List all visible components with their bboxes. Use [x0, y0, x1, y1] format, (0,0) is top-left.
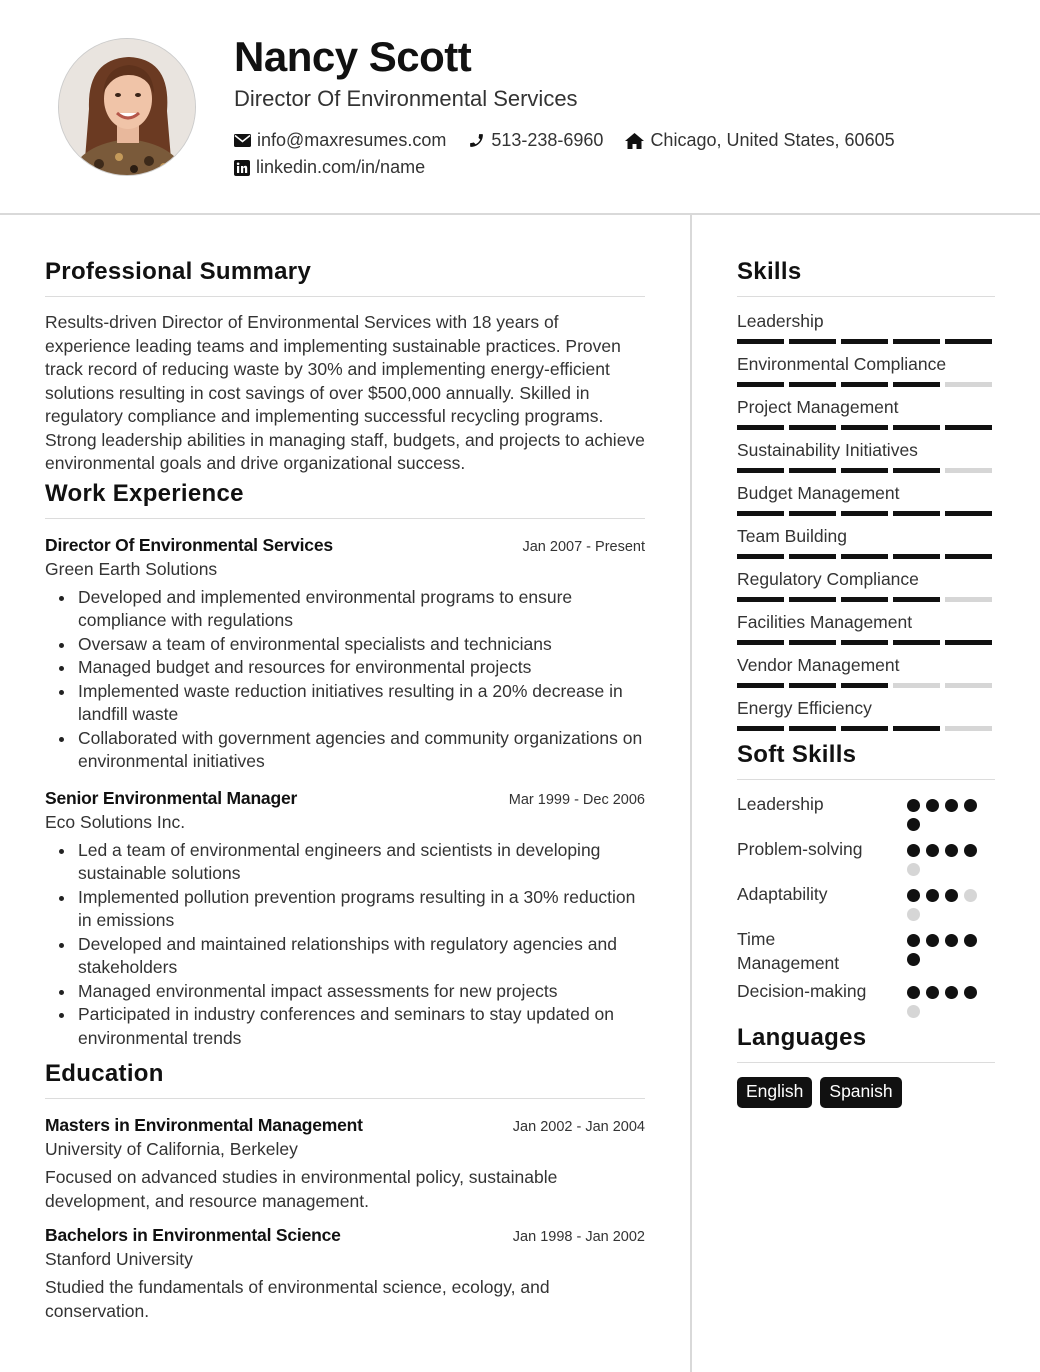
skill-item [737, 698, 995, 741]
bullet-item: Collaborated with government agencies and community organizations on environmental initiatives [45, 727, 645, 774]
skill-item [737, 483, 995, 526]
job-company: Green Earth Solutions [45, 558, 218, 579]
skill-name: Team Building [737, 526, 847, 546]
skill-level-segment [893, 597, 940, 602]
skill-level-segment [841, 640, 888, 645]
linkedin-text: linkedin.com/in/name [256, 157, 426, 177]
rating-dot [964, 934, 977, 947]
soft-skill-rating [907, 934, 995, 966]
bullet-item: Led a team of environmental engineers and scientists in developing sustainable solutions [45, 839, 645, 886]
profile-photo [58, 38, 196, 176]
education-description: Focused on advanced studies in environmental policy, sustainable development, and resource management. [45, 1167, 558, 1211]
skill-level-bar [737, 511, 995, 516]
skill-name: Facilities Management [737, 612, 913, 632]
soft-skills-section [737, 741, 995, 1018]
skill-level-bar [737, 425, 995, 430]
skill-name: Leadership [737, 311, 824, 331]
rating-dot [926, 799, 939, 812]
skill-name: Vendor Management [737, 655, 900, 675]
experience-section [45, 480, 645, 1051]
skill-level-segment [945, 468, 992, 473]
degree-name: Masters in Environmental Management [45, 1115, 363, 1135]
envelope-icon [234, 134, 251, 147]
skill-name: Regulatory Compliance [737, 569, 919, 589]
skill-level-segment [945, 597, 992, 602]
job-company: Eco Solutions Inc. [45, 811, 186, 832]
bullet-item: Participated in industry conferences and seminars to stay updated on environmental trends [45, 1003, 645, 1050]
job-role: Senior Environmental Manager [45, 787, 298, 808]
skill-level-segment [789, 554, 836, 559]
rating-dot [907, 844, 920, 857]
bullet-item: Oversaw a team of environmental specialists and technicians [45, 633, 645, 657]
job-role: Director Of Environmental Services [45, 534, 333, 555]
skills-list [737, 311, 995, 741]
soft-skills-list [737, 792, 995, 1018]
job-bullets [45, 586, 645, 774]
skill-level-segment [841, 468, 888, 473]
education-entry [45, 1115, 645, 1213]
main-column [45, 258, 645, 1335]
skill-level-bar [737, 382, 995, 387]
experience-heading: Work Experience [45, 480, 645, 519]
summary-text: Results-driven Director of Environmental Services with 18 years of experience leading teams and implementing sustainable practices. Proven track record of reducing waste by 30% and implementing energy-efficient solutions resulting in cost savings of over $500,000 annually. Skilled in regulatory compliance and implementing successful recycling programs. Strong leadership abilities in managing staff, budgets, and projects to achieve environmental goals and drive organizational success. [45, 312, 645, 473]
rating-dot [945, 934, 958, 947]
email-text: info@maxresumes.com [257, 130, 447, 150]
skill-level-segment [893, 511, 940, 516]
linkedin-icon [234, 160, 250, 176]
skill-level-segment [789, 597, 836, 602]
skill-level-segment [737, 683, 784, 688]
rating-dot [907, 863, 920, 876]
home-icon [625, 133, 644, 149]
education-entry [45, 1225, 645, 1323]
soft-skill-name: Adaptability [737, 884, 828, 904]
bullet-item: Managed environmental impact assessments for new projects [45, 980, 645, 1004]
rating-dot [907, 908, 920, 921]
soft-skills-heading: Soft Skills [737, 741, 995, 780]
rating-dot [926, 986, 939, 999]
skill-level-bar [737, 468, 995, 473]
soft-skill-item [737, 792, 995, 831]
skill-level-segment [893, 339, 940, 344]
rating-dot [945, 799, 958, 812]
skill-level-segment [789, 511, 836, 516]
school-name: Stanford University [45, 1249, 193, 1269]
skill-level-segment [789, 640, 836, 645]
contact-phone[interactable] [468, 130, 603, 151]
skill-level-segment [737, 339, 784, 344]
rating-dot [907, 818, 920, 831]
education-date: Jan 2002 - Jan 2004 [512, 1119, 645, 1135]
contact-linkedin[interactable] [234, 157, 425, 178]
soft-skill-item [737, 979, 995, 1018]
skill-level-bar [737, 640, 995, 645]
education-heading: Education [45, 1060, 645, 1099]
rating-dot [945, 986, 958, 999]
languages-section [737, 1024, 995, 1108]
summary-section [45, 258, 645, 476]
column-divider [690, 215, 692, 1372]
language-tag: Spanish [820, 1077, 901, 1108]
skill-level-segment [789, 468, 836, 473]
rating-dot [964, 799, 977, 812]
job-entry [45, 788, 645, 1051]
skill-level-segment [893, 468, 940, 473]
contact-row-linkedin [234, 157, 447, 178]
degree-name: Bachelors in Environmental Science [45, 1225, 341, 1245]
skill-level-segment [893, 683, 940, 688]
skill-item [737, 612, 995, 655]
soft-skill-item [737, 882, 995, 921]
rating-dot [945, 844, 958, 857]
contact-row [234, 130, 917, 151]
phone-icon [468, 132, 485, 149]
job-date: Mar 1999 - Dec 2006 [508, 791, 645, 808]
skill-name: Project Management [737, 397, 899, 417]
rating-dot [907, 934, 920, 947]
summary-heading: Professional Summary [45, 258, 645, 297]
skill-item [737, 397, 995, 440]
candidate-name: Nancy Scott [234, 33, 472, 80]
skill-level-segment [737, 554, 784, 559]
skill-level-segment [841, 511, 888, 516]
rating-dot [907, 799, 920, 812]
phone-text: 513-238-6960 [491, 130, 604, 150]
profile-photo-image [59, 39, 196, 176]
skill-level-segment [789, 339, 836, 344]
rating-dot [964, 889, 977, 902]
skill-level-segment [737, 597, 784, 602]
skill-level-segment [945, 425, 992, 430]
rating-dot [907, 1005, 920, 1018]
bullet-item: Managed budget and resources for environmental projects [45, 656, 645, 680]
skill-level-segment [841, 554, 888, 559]
skill-level-segment [893, 640, 940, 645]
rating-dot [964, 844, 977, 857]
contact-email[interactable] [234, 130, 446, 151]
education-description: Studied the fundamentals of environmental science, ecology, and conservation. [45, 1277, 550, 1321]
resume-header [0, 0, 1040, 215]
skill-level-segment [945, 554, 992, 559]
skill-level-segment [841, 597, 888, 602]
skill-name: Sustainability Initiatives [737, 440, 918, 460]
skill-level-segment [945, 640, 992, 645]
rating-dot [945, 889, 958, 902]
skill-item [737, 311, 995, 354]
education-date: Jan 1998 - Jan 2002 [512, 1229, 645, 1245]
bullet-item: Developed and maintained relationships with regulatory agencies and stakeholders [45, 933, 645, 980]
job-bullets [45, 839, 645, 1051]
skill-item [737, 354, 995, 397]
skill-level-segment [737, 425, 784, 430]
skill-level-bar [737, 683, 995, 688]
skills-heading: Skills [737, 258, 995, 297]
bullet-item: Developed and implemented environmental programs to ensure compliance with regulations [45, 586, 645, 633]
soft-skill-rating [907, 799, 995, 831]
skill-item [737, 440, 995, 483]
soft-skill-name: Problem-solving [737, 839, 863, 859]
languages-heading: Languages [737, 1024, 995, 1063]
job-entry [45, 535, 645, 774]
skill-level-segment [789, 683, 836, 688]
skill-level-segment [945, 683, 992, 688]
rating-dot [907, 953, 920, 966]
candidate-title: Director Of Environmental Services [234, 86, 578, 111]
language-tag: English [737, 1077, 812, 1108]
location-text: Chicago, United States, 60605 [650, 130, 895, 150]
skills-section [737, 258, 995, 741]
skill-level-bar [737, 726, 995, 731]
skill-level-segment [841, 726, 888, 731]
skill-item [737, 526, 995, 569]
skill-level-segment [841, 683, 888, 688]
skill-level-segment [945, 382, 992, 387]
rating-dot [907, 986, 920, 999]
skill-level-segment [945, 511, 992, 516]
skill-item [737, 655, 995, 698]
soft-skill-rating [907, 986, 995, 1018]
skill-level-bar [737, 554, 995, 559]
rating-dot [907, 889, 920, 902]
skill-level-bar [737, 597, 995, 602]
skill-level-segment [789, 382, 836, 387]
skill-level-segment [789, 726, 836, 731]
rating-dot [926, 844, 939, 857]
soft-skill-rating [907, 844, 995, 876]
skill-level-segment [841, 425, 888, 430]
skill-level-segment [789, 425, 836, 430]
bullet-item: Implemented pollution prevention programs resulting in a 30% reduction in emissions [45, 886, 645, 933]
skill-level-segment [945, 726, 992, 731]
sidebar-column [737, 258, 995, 1108]
skill-level-segment [737, 640, 784, 645]
soft-skill-item [737, 837, 995, 876]
skill-level-segment [737, 726, 784, 731]
school-name: University of California, Berkeley [45, 1139, 298, 1159]
skill-level-segment [841, 382, 888, 387]
skill-name: Environmental Compliance [737, 354, 947, 374]
education-section [45, 1060, 645, 1323]
languages-list [737, 1077, 995, 1108]
job-date: Jan 2007 - Present [522, 538, 645, 555]
soft-skill-name: Time Management [737, 929, 840, 973]
soft-skill-rating [907, 889, 995, 921]
skill-level-segment [945, 339, 992, 344]
skill-level-segment [893, 425, 940, 430]
soft-skill-item [737, 927, 995, 975]
contact-location [625, 130, 894, 151]
skill-level-segment [893, 382, 940, 387]
skill-level-segment [893, 554, 940, 559]
rating-dot [964, 986, 977, 999]
skill-level-segment [841, 339, 888, 344]
rating-dot [926, 934, 939, 947]
skill-name: Budget Management [737, 483, 900, 503]
skill-level-segment [737, 382, 784, 387]
skill-level-segment [737, 511, 784, 516]
skill-level-segment [893, 726, 940, 731]
skill-item [737, 569, 995, 612]
soft-skill-name: Leadership [737, 794, 824, 814]
skill-level-segment [737, 468, 784, 473]
skill-level-bar [737, 339, 995, 344]
bullet-item: Implemented waste reduction initiatives resulting in a 20% decrease in landfill waste [45, 680, 645, 727]
rating-dot [926, 889, 939, 902]
soft-skill-name: Decision-making [737, 981, 867, 1001]
skill-name: Energy Efficiency [737, 698, 872, 718]
